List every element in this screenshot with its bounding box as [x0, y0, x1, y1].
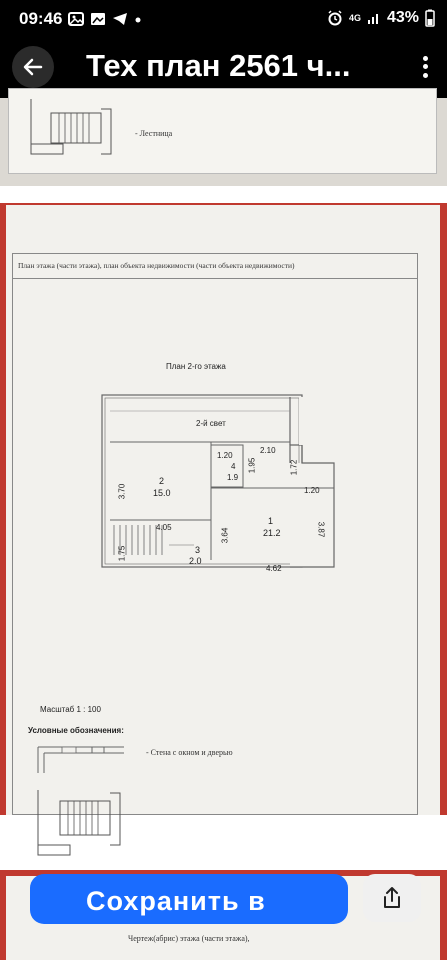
photo-icon: [68, 12, 84, 26]
document-page-1: [0, 98, 447, 186]
network-type: 4G: [348, 13, 361, 23]
back-button[interactable]: [12, 46, 54, 88]
status-time: 09:46: [19, 9, 63, 28]
wall-legend-symbol: [32, 739, 132, 779]
more-button[interactable]: [413, 50, 437, 84]
dim-label: 4.62: [266, 564, 282, 573]
telegram-icon: [112, 12, 128, 26]
more-dot: [423, 73, 428, 78]
dim-label: 3.64: [220, 527, 230, 544]
room-area: 21.2: [263, 528, 281, 538]
dim-label: 3.70: [117, 483, 127, 500]
dim-label: 2.10: [260, 446, 276, 455]
dim-label: 3.87: [316, 521, 326, 538]
dim-label: 1.72: [289, 459, 299, 476]
room-number: 3: [195, 545, 201, 555]
plan-title: План 2-го этажа: [166, 362, 226, 371]
legend-wall-label: - Стена с окном и дверью: [146, 748, 233, 757]
status-bar: [0, 0, 447, 38]
scale-label: Масштаб 1 : 100: [40, 705, 101, 714]
room-number: 4: [231, 462, 236, 471]
stair-legend-symbol: [30, 785, 140, 865]
page-title: Тех план 2561 ч...: [86, 48, 351, 83]
void-label: 2-й свет: [196, 419, 226, 428]
more-dot: [423, 64, 428, 69]
signal-icon: [367, 11, 381, 25]
alarm-icon: [327, 10, 343, 26]
document-page-2: [0, 203, 447, 815]
document-viewer[interactable]: [0, 98, 447, 960]
dim-label: 4.05: [156, 523, 172, 532]
save-button[interactable]: [30, 874, 348, 924]
room-area: 1.9: [227, 473, 239, 482]
gallery-icon: [90, 12, 106, 26]
legend-stair-label: - Лестница: [135, 129, 173, 138]
floor-plan-drawing: [94, 385, 354, 585]
save-button-label: Сохранить в: [86, 886, 266, 916]
system-icons: [327, 9, 435, 27]
share-icon: [381, 886, 403, 910]
room-area: 15.0: [153, 488, 171, 498]
page3-header: Чертеж(абрис) этажа (части этажа),: [128, 934, 250, 943]
dim-label: 1.95: [247, 457, 257, 474]
dim-label: 1.75: [117, 545, 127, 562]
share-button[interactable]: [363, 874, 421, 922]
battery-icon: [425, 9, 435, 27]
battery-level: 43%: [386, 9, 419, 26]
dot-icon: [134, 12, 142, 26]
more-dot: [423, 56, 428, 61]
dim-label: 1.20: [217, 451, 233, 460]
page-sheet: [6, 205, 440, 815]
room-number: 1: [268, 516, 274, 526]
dim-label: 1.20: [304, 486, 320, 495]
arrow-left-icon: [22, 56, 44, 78]
room-number: 2: [159, 476, 165, 486]
stair-legend-symbol: [23, 99, 133, 169]
legend-title: Условные обозначения:: [28, 726, 124, 735]
plan-header: План этажа (части этажа), план объекта недвижимости (части объекта недвижимости): [18, 261, 295, 270]
notification-icons: [68, 9, 142, 29]
page-sheet: [8, 88, 437, 174]
room-area: 2.0: [189, 556, 202, 566]
